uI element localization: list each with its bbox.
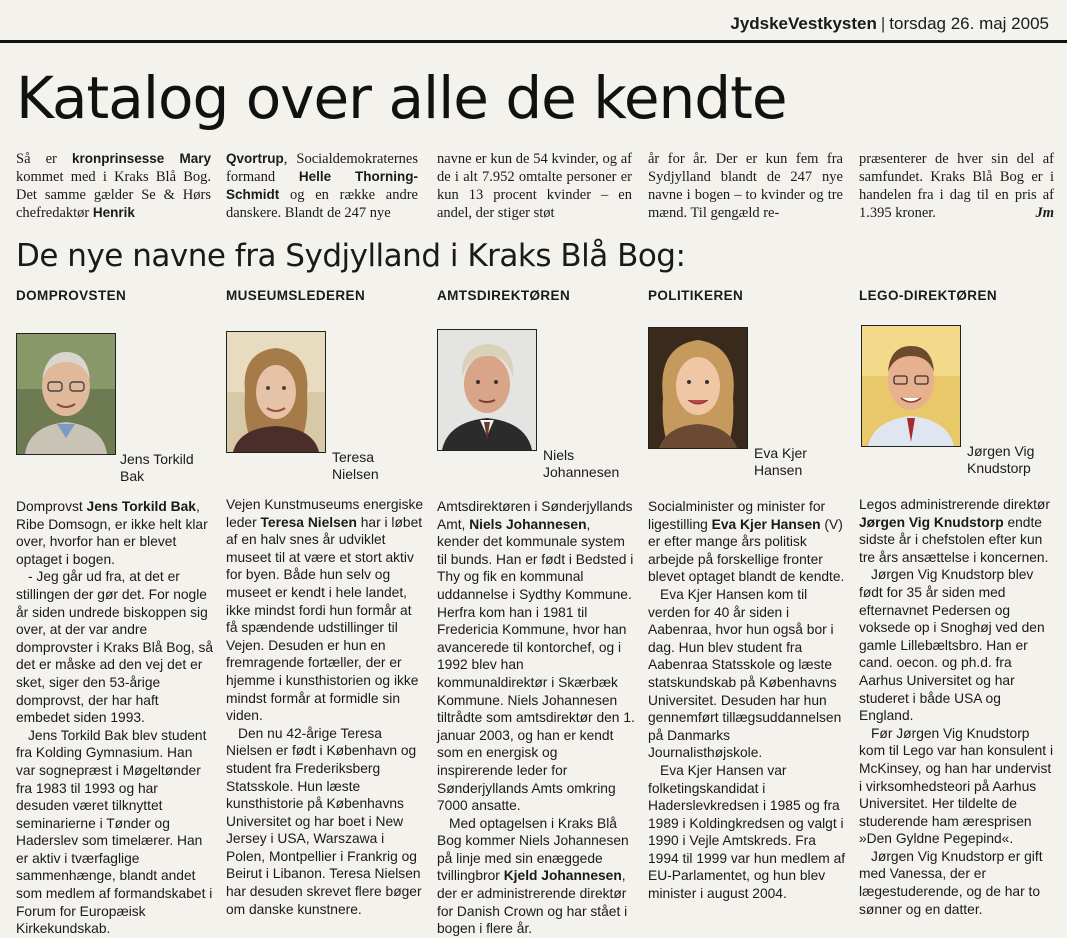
bold-name: Jørgen Vig Knudstorp [859, 514, 1004, 530]
profile-article [226, 496, 424, 918]
profile-column-amtsdirektoren [437, 288, 635, 937]
article-paragraph [648, 498, 846, 586]
article-text: (V) er efter mange års politisk arbejde på forskellige fronter blevet optaget blandt de kendte. [648, 516, 845, 585]
article-text: , der er administrerende direktør for Danish Crown og har stået i bogen i flere år. [437, 868, 628, 937]
profile-name-line: Niels [543, 447, 575, 463]
profile-name-line: Knudstorp [967, 460, 1031, 476]
profile-article [648, 498, 846, 903]
article-text: Med optagelsen i Kraks Blå Bog kommer Niels Johannesen på linje med sin enæggede tvillingbror [437, 815, 629, 884]
article-text: , Ribe Domsogn, er ikke helt klar over, hvorfor han er blevet optaget i bogen. [16, 499, 208, 567]
bold-name: Kjeld Johannesen [503, 868, 622, 884]
article-paragraph: Eva Kjer Hansen var folketingskandidat i Haderslevkredsen i 1985 og fra 1989 i Koldingkredsen og valgt i 1990 i Vejle Amtskreds. Fra 1994 til 1999 var hun medlem af EU-Parlamentet, og hun blev minister i august 2004. [648, 762, 846, 902]
profile-name-line: Jørgen Vig [967, 443, 1035, 459]
article-paragraph [226, 496, 424, 725]
intro-bold-name: kronprinsesse Mary [71, 151, 212, 166]
article-paragraph: Jørgen Vig Knudstorp blev født for 35 år siden med efternavnet Pedersen og voksede op i Snoghøj ved den gamle Lillebæltsbro. Han er cand. oecon. og ph.d. fra Aarhus Universitet og har studeret i både USA og England. [859, 567, 1045, 724]
article-text: Amtsdirektøren i Sønderjyllands Amt, [437, 499, 633, 532]
profile-name-line: Jens Torkild [120, 451, 194, 467]
masthead [0, 0, 1067, 43]
intro-bold-name: Qvortrup [226, 151, 284, 166]
profile-name [332, 449, 379, 483]
intro-text: og en række andre danskere. Blandt de 247 nye [226, 187, 418, 221]
profile-name [120, 451, 194, 485]
portrait-woman-icon [227, 332, 325, 452]
article-paragraph [437, 498, 635, 815]
profile-article [437, 498, 635, 938]
article-text: , kender det kommunale system til bunds. Han er født i Bedsted i Thy og fik en kommunal uddannelse i Sydthy Kommune. Herfra kom han i 1981 til Fredericia Kommune, hvor han avancerede til kontorchef, og i 1992 blev han kommunaldirektør i Skærbæk Kommune. Niels Johannesen tiltrådte som amtsdirektør den 1. januar 2003, og han er kendt som en energisk og inspirerende leder for Sønderjyllands Amts omkring 7000 ansatte. [437, 516, 635, 814]
portrait-photo [226, 331, 326, 453]
intro-text: kommet med i Kraks Blå Bog. Det samme gælder Se & Hørs chefredaktør [16, 169, 211, 221]
profile-name [754, 445, 807, 479]
profile-name [543, 447, 619, 481]
profile-name-line: Teresa [332, 449, 375, 465]
profile-role: POLITIKEREN [648, 288, 744, 303]
article-paragraph [859, 496, 1057, 566]
publication-name: JydskeVestkysten [730, 14, 877, 33]
article-paragraph [16, 498, 214, 568]
intro-column-1 [16, 150, 211, 222]
profile-name-line: Hansen [754, 462, 803, 478]
profile-name-line: Johannesen [543, 464, 620, 480]
portrait-photo [16, 333, 116, 455]
portrait-man-glasses-icon [17, 334, 115, 454]
intro-column-4: år for år. Der er kun fem fra Sydjylland blandt de 247 nye navne i bogen – to kvinder og tre mænd. Til gengæld re- [648, 151, 843, 221]
headline: Katalog over alle de kendte [16, 64, 787, 132]
profile-role: DOMPROVSTEN [16, 288, 127, 303]
profile-name [967, 443, 1034, 477]
article-text: Legos administrerende direktør [859, 497, 1050, 512]
byline-signature: Jm [1035, 205, 1054, 221]
profile-role: LEGO-DIREKTØREN [859, 288, 998, 303]
article-paragraph: Før Jørgen Vig Knudstorp kom til Lego var han konsulent i McKinsey, og han har undervist i virksomhedsteori på Aarhus Universitet. Her tildelte de studerende ham æresprisen »Den Gyldne Pegepind«. [859, 725, 1054, 847]
article-paragraph: Jens Torkild Bak blev student fra Kolding Gymnasium. Han var sognepræst i Møgeltønder fra 1983 til 1993 og har desuden været tilknyttet seminarierne i Tønder og Haderslev som timelærer. Han er aktiv i tværfaglige sammenhænge, blandt andet som medlem af formandskabet i Forum for Europæisk Kirkekundskab. [16, 727, 213, 937]
masthead-separator: | [880, 14, 886, 33]
article-paragraph: Jørgen Vig Knudstorp er gift med Vanessa, der er lægestuderende, og de har to sønner og en datter. [859, 848, 1043, 917]
article-text: Domprovst [16, 499, 87, 514]
article-text: har i løbet af en halv snes år udviklet museet til at være et stort aktiv for byen. Både hun selv og museet er kendt i hele landet, ikke mindst fordi hun formår at få spændende udstillinger til Vejen. Desuden er hun en fremragende fortæller, der er hjemme i kunsthistorien og ikke mindst formår at formidle sin viden. [226, 514, 423, 724]
profile-name-line: Bak [120, 468, 145, 484]
publication-line [730, 14, 1049, 34]
article-text: Socialminister og minister for ligestilling [648, 499, 826, 532]
intro-text: Så er [16, 151, 72, 167]
intro-bold-name: Helle Thorning-Schmidt [226, 169, 418, 202]
profile-column-dompovsten [16, 288, 214, 937]
subheadline: De nye navne fra Sydjylland i Kraks Blå Bog: [16, 238, 686, 274]
portrait-woman-blonde-icon [649, 328, 747, 448]
bold-name: Eva Kjer Hansen [711, 516, 821, 532]
portrait-man-blond-icon [438, 330, 536, 450]
bold-name: Jens Torkild Bak [86, 499, 196, 514]
article-paragraph: Den nu 42-årige Teresa Nielsen er født i København og student fra Frederiksberg Statsskole. Hun læste kunsthistorie på Københavns Universitet og har boet i New Jersey i USA, Warszawa i Polen, Montpellier i Frankrig og Beirut i Libanon. Teresa Nielsen har desuden skrevet flere bøger om danske kunstnere. [226, 725, 422, 917]
portrait-man-lego-icon [862, 326, 960, 446]
profile-name-line: Nielsen [332, 466, 379, 482]
publication-date: torsdag 26. maj 2005 [889, 14, 1049, 33]
profile-column-lego-direktoren [859, 288, 1054, 917]
intro-column-2 [226, 150, 418, 222]
intro-column-3: navne er kun de 54 kvinder, og af de i alt 7.952 omtalte personer er kun 13 procent kvinder – en andel, der stiger støt [437, 151, 632, 221]
bold-name: Niels Johannesen [469, 516, 587, 532]
profile-name-line: Eva Kjer [754, 445, 807, 461]
article-text: endte sidste år i chefstolen efter kun tre års ansættelse i koncernen. [859, 514, 1049, 565]
bold-name: Teresa Nielsen [260, 514, 357, 530]
article-paragraph [437, 815, 635, 938]
profile-article [16, 498, 214, 938]
profile-article [859, 496, 1057, 918]
profile-role: AMTSDIREKTØREN [437, 288, 571, 303]
portrait-photo [861, 325, 961, 447]
intro-bold-name: Henrik [92, 205, 135, 220]
article-paragraph: - Jeg går ud fra, at det er stillingen der gør det. For nogle år siden undrede biskoppen sig over, at der var andre domprovster i Kraks Blå Bog, så det er måske ad den vej det er sket, siger den 53-årige domprovst, der har haft embedet siden 1993. [16, 569, 214, 726]
intro-text: , Socialdemokraternes formand [226, 151, 418, 185]
intro-text: præsenterer de hver sin del af samfundet. Kraks Blå Bog er i handelen fra i dag til en pris af 1.395 kroner. [859, 151, 1054, 221]
article-text: Vejen Kunstmuseums energiske leder [226, 497, 424, 530]
profile-column-museumslederen [226, 288, 424, 917]
article-paragraph: Eva Kjer Hansen kom til verden for 40 år siden i Aabenraa, hvor hun også bor i dag. Hun blev student fra Aabenraa Statsskole og læste statskundskab på Københavns Universitet. Desuden har hun gennemført tillægsuddannelsen på Danmarks Journalisthøjskole. [648, 586, 842, 761]
portrait-photo [648, 327, 748, 449]
intro-column-5 [859, 150, 1054, 222]
portrait-photo [437, 329, 537, 451]
profile-column-politikeren [648, 288, 846, 902]
profile-role: MUSEUMSLEDEREN [226, 288, 366, 303]
